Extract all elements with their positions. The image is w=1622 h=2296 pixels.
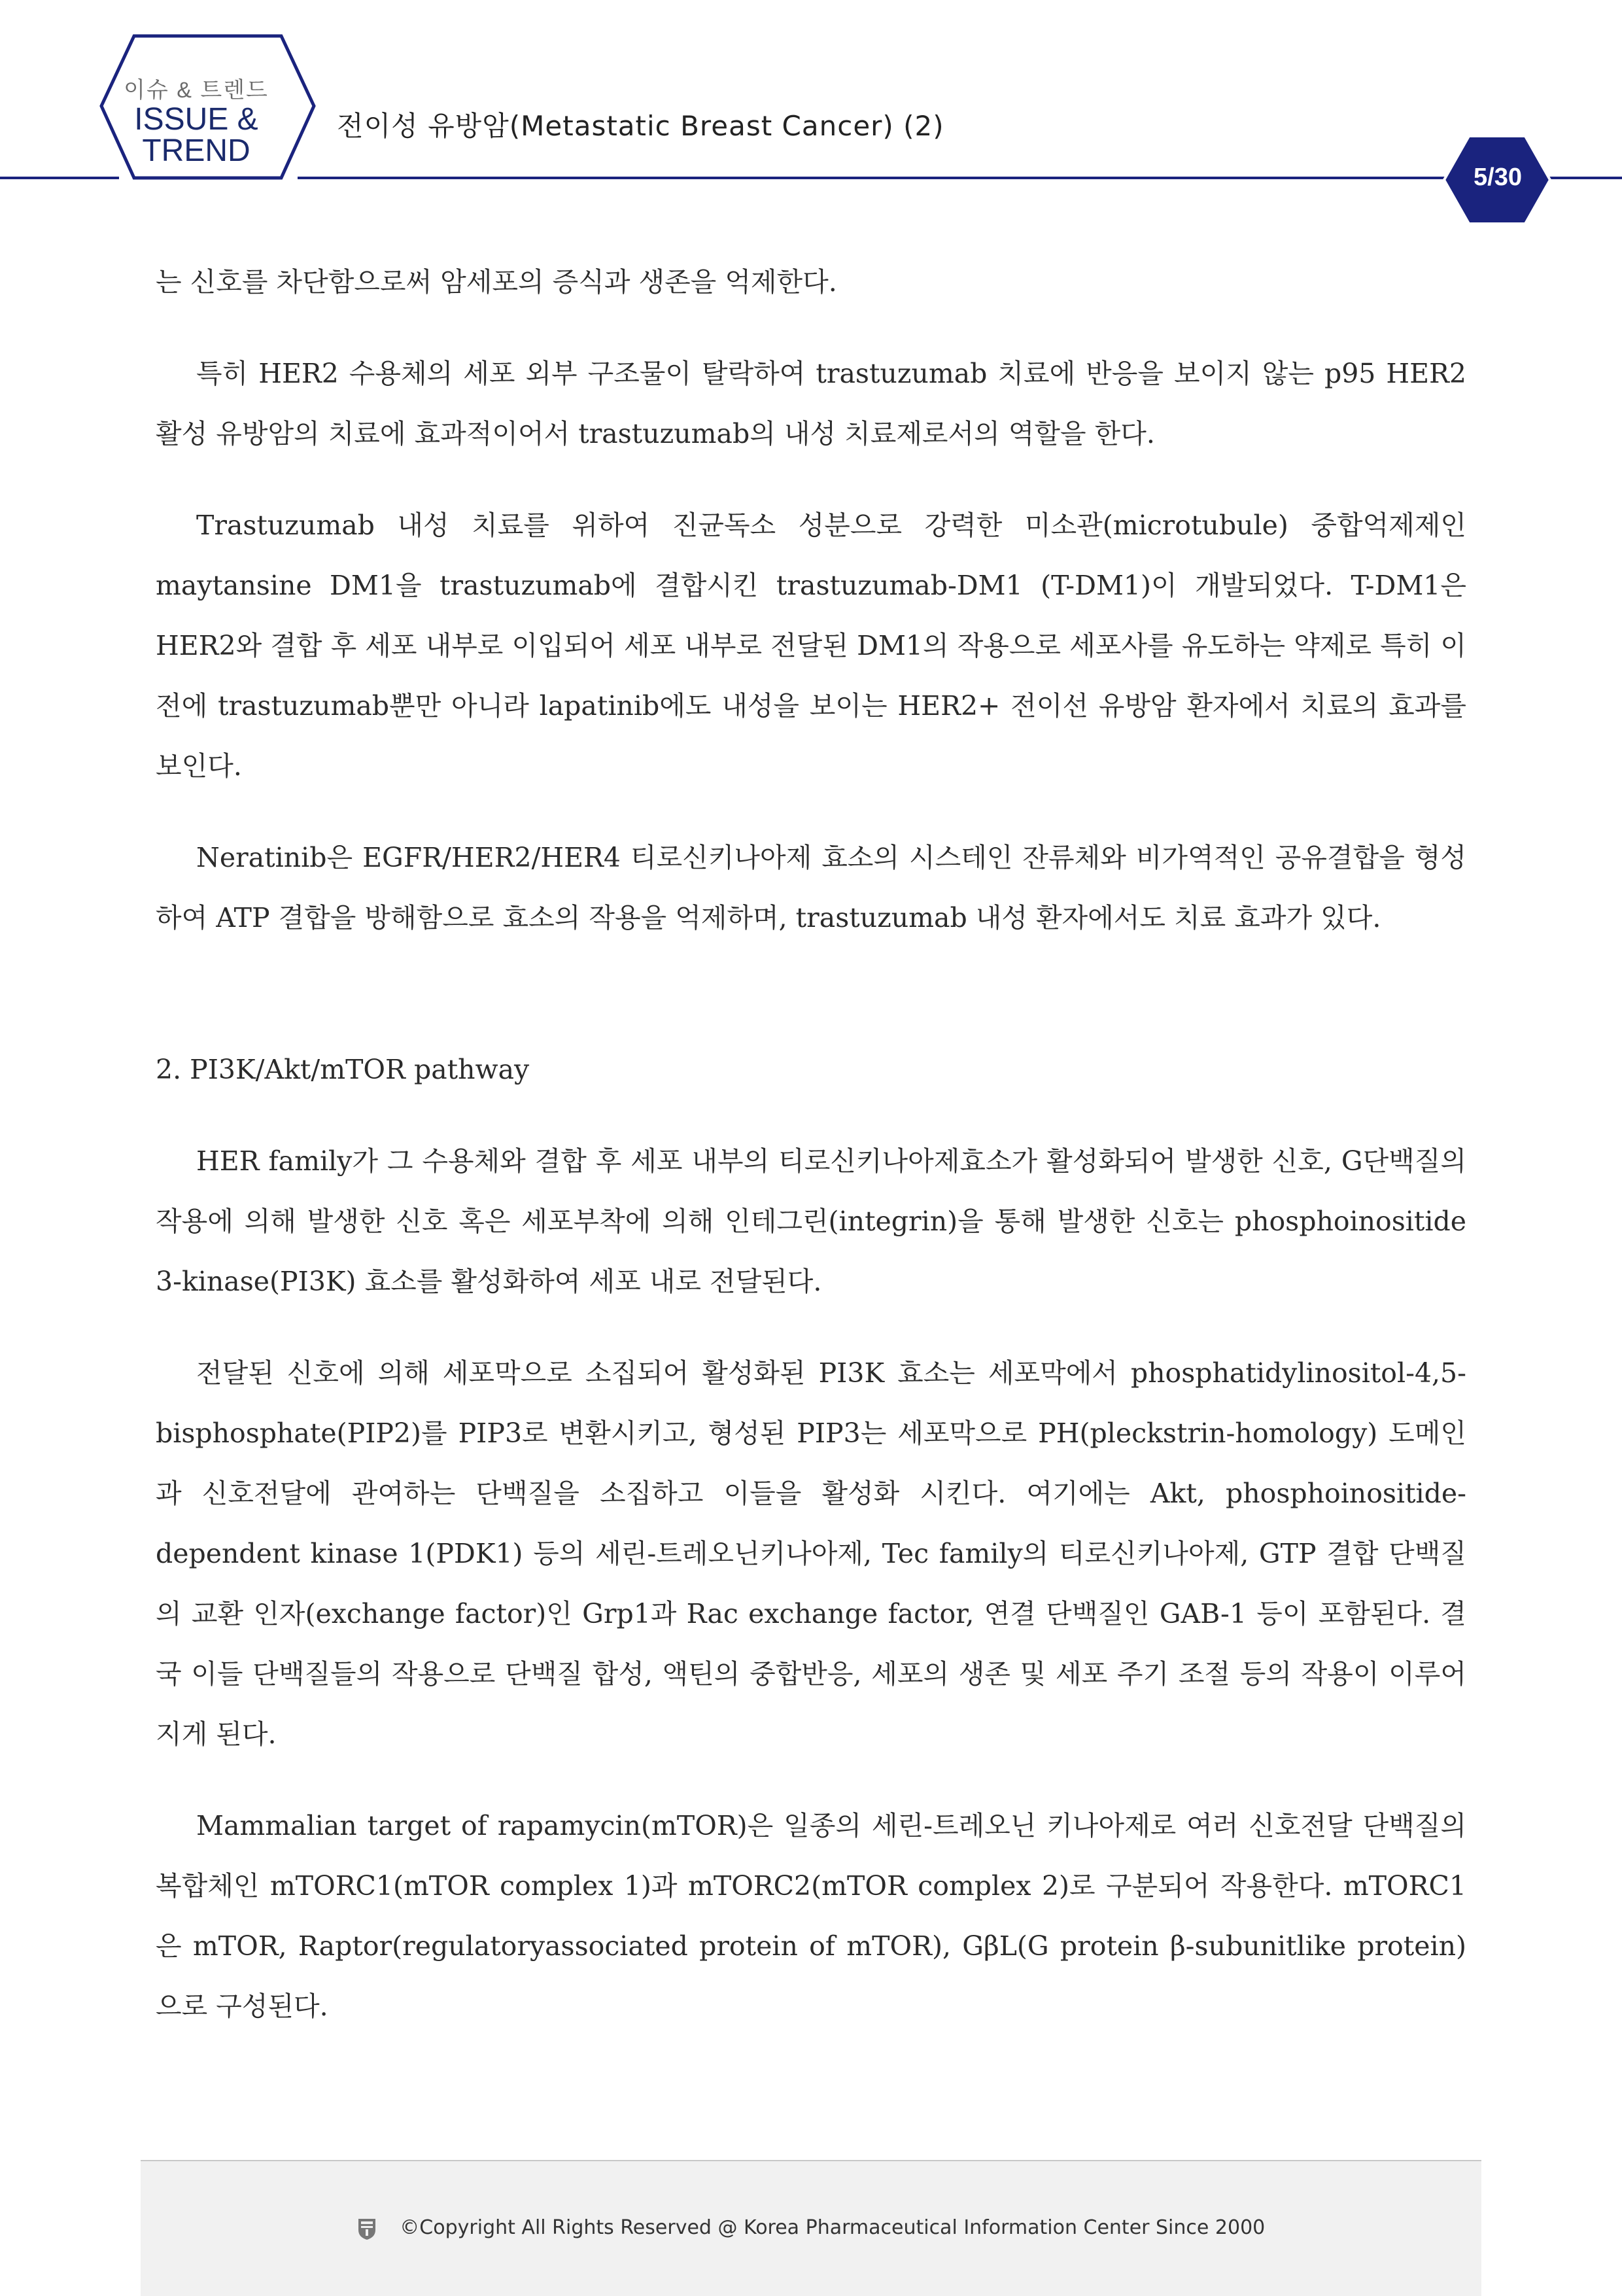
paragraph-pi3k: 전달된 신호에 의해 세포막으로 소집되어 활성화된 PI3K 효소는 세포막에서 phosphatidylinositol-4,5-bisphosphate(PIP2)를 PIP3로 변환시키고, 형성된 PIP3는 세포막으로 PH(pleckstrin-homology) 도메인과 신호전달에 관여하는 단백질을 소집하고 이들을 활성화 시킨다. 여기에는 Akt, phosphoinositide-dependent kinase 1(PDK1) 등의 세린-트레오닌키나아제, Tec family의 티로신키나아제, GTP 결합 단백질의 교환 인자(exchange factor)인 Grp1과 Rac exchange factor, 연결 단백질인 GAB-1 등이 포함된다. 결국 이들 단백질들의 작용으로 단백질 합성, 액틴의 중합반응, 세포의 생존 및 세포 주기 조절 등의 작용이 이루어지게 된다. [156, 1357, 1466, 1750]
article-body [156, 252, 1466, 2036]
footer-content [141, 2216, 1481, 2240]
page-footer [141, 2160, 1481, 2296]
copyright-text: ©Copyright All Rights Reserved @ Korea Pharmaceutical Information Center Since 2000 [400, 2216, 1266, 2239]
paragraph-neratinib: Neratinib은 EGFR/HER2/HER4 티로신키나아제 효소의 시스테인 잔류체와 비가역적인 공유결합을 형성하여 ATP 결합을 방해함으로 효소의 작용을 억제하며, trastuzumab 내성 환자에서도 치료 효과가 있다. [156, 842, 1466, 933]
section-heading: 2. PI3K/Akt/mTOR pathway [156, 1054, 530, 1085]
document-title: 전이성 유방암(Metastatic Breast Cancer) (2) [337, 110, 944, 142]
paragraph-tdm1: Trastuzumab 내성 치료를 위하여 진균독소 성분으로 강력한 미소관(microtubule) 중합억제제인 maytansine DM1을 trastuzumab에 결합시킨 trastuzumab-DM1 (T-DM1)이 개발되었다. T-DM1은 HER2와 결합 후 세포 내부로 이입되어 세포 내부로 전달된 DM1의 작용으로 세포사를 유도하는 약제로 특히 이전에 trastuzumab뿐만 아니라 lapatinib에도 내성을 보이는 HER2+ 전이선 유방암 환자에서 치료의 효과를 보인다. [156, 510, 1466, 782]
paragraph-continued: 는 신호를 차단함으로써 암세포의 증식과 생존을 억제한다. [156, 266, 837, 298]
paragraph-mtor: Mammalian target of rapamycin(mTOR)은 일종의 세린-트레오닌 키나아제로 여러 신호전달 단백질의 복합체인 mTORC1(mTOR complex 1)과 mTORC2(mTOR complex 2)로 구분되어 작용한다. mTORC1은 mTOR, Raptor(regulatoryassociated protein of mTOR), GβL(G protein β-subunitlike protein)으로 구성된다. [156, 1810, 1466, 2022]
crest-icon [357, 2217, 377, 2240]
paragraph-her-family: HER family가 그 수용체와 결합 후 세포 내부의 티로신키나아제효소가 활성화되어 발생한 신호, G단백질의 작용에 의해 발생한 신호 혹은 세포부착에 의해 인테그린(integrin)을 통해 발생한 신호는 phosphoinositide 3-kinase(PI3K) 효소를 활성화하여 세포 내로 전달된다. [156, 1145, 1466, 1297]
page-number: 5/30 [1474, 164, 1522, 191]
issue-trend-logo [111, 72, 281, 167]
brand-english-line2: TREND [142, 133, 250, 168]
brand-korean: 이슈 & 트렌드 [124, 78, 269, 103]
brand-english-line1: ISSUE & [134, 102, 258, 137]
paragraph-her2-p95: 특히 HER2 수용체의 세포 외부 구조물이 탈락하여 trastuzumab 치료에 반응을 보이지 않는 p95 HER2 활성 유방암의 치료에 효과적이어서 trastuzumab의 내성 치료제로서의 역할을 한다. [156, 358, 1466, 449]
